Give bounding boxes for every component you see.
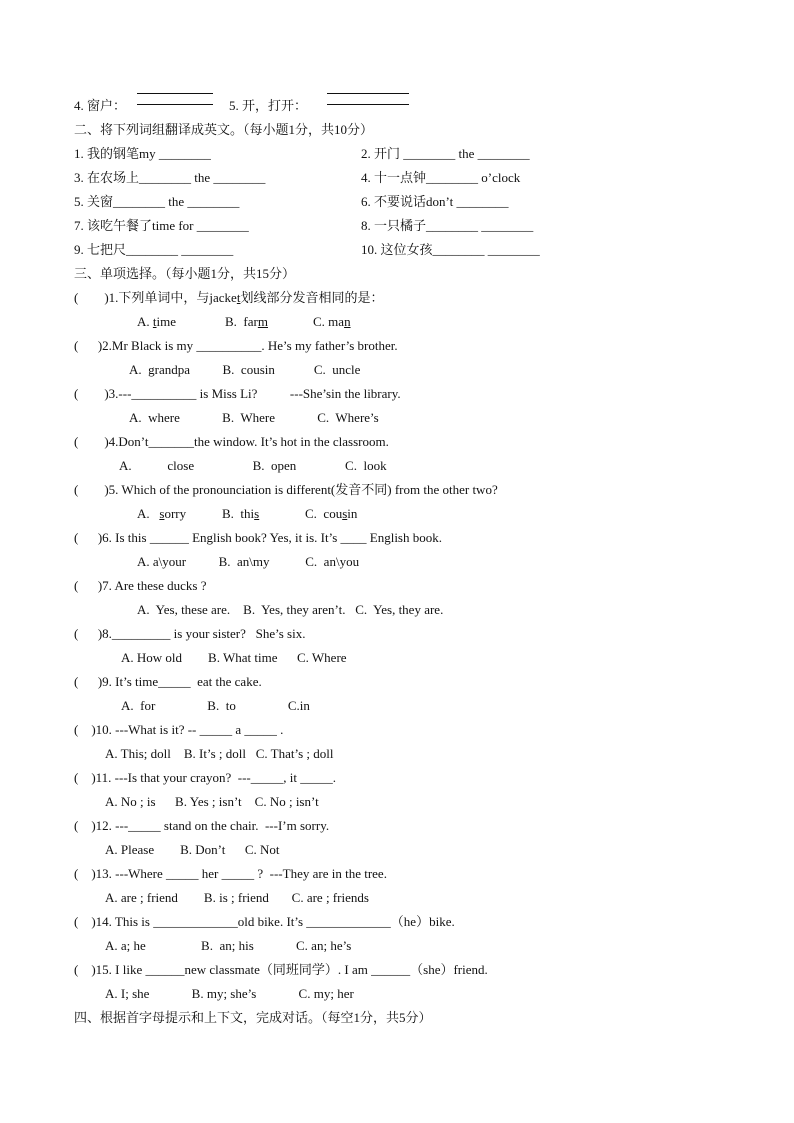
question-5-stem: ( )5. Which of the pronounciation is different(发音不同) from the other two? — [74, 482, 498, 497]
phrase-item-7: 7. 该吃午餐了time for ________ — [74, 218, 249, 233]
question-13-options: A. are ; friend B. is ; friend C. are ; friends — [105, 890, 369, 905]
phrase-item-10: 10. 这位女孩________ ________ — [361, 242, 540, 257]
answer-line — [327, 93, 409, 94]
question-13-stem: ( )13. ---Where _____ her _____ ? ---They are in the tree. — [74, 866, 387, 881]
phrase-item-2: 2. 开门 ________ the ________ — [361, 146, 530, 161]
section-2-heading: 二、将下列词组翻译成英文。（每小题1分，共10分） — [74, 122, 374, 137]
question-15-options: A. I; she B. my; she’s C. my; her — [105, 986, 354, 1001]
phrase-item-8: 8. 一只橘子________ ________ — [361, 218, 534, 233]
question-1-stem: ( )1.下列单词中，与jacket划线部分发音相同的是： — [74, 290, 384, 305]
answer-line — [327, 104, 409, 105]
question-15-stem: ( )15. I like ______new classmate（同班同学）. I am ______（she）friend. — [74, 962, 488, 977]
question-8-options: A. How old B. What time C. Where — [121, 650, 347, 665]
phrase-item-6: 6. 不要说话don’t ________ — [361, 194, 509, 209]
answer-line — [137, 93, 213, 94]
question-1-option-c: C. man — [313, 314, 351, 329]
section-3-heading: 三、单项选择。（每小题1分，共15分） — [74, 266, 296, 281]
phrase-item-1: 1. 我的钢笔my ________ — [74, 146, 211, 161]
question-1-option-a: A. time — [137, 314, 177, 329]
vocab-item-5: 5. 开，打开： — [229, 98, 308, 113]
question-5-option-a: A. sorry — [137, 506, 187, 521]
phrase-item-3: 3. 在农场上________ the ________ — [74, 170, 266, 185]
question-4-options: A. close B. open C. look — [119, 458, 387, 473]
phrase-item-5: 5. 关窗________ the ________ — [74, 194, 240, 209]
question-12-stem: ( )12. ---_____ stand on the chair. ---I’m sorry. — [74, 818, 330, 833]
question-14-stem: ( )14. This is _____________old bike. It’s _____________（he）bike. — [74, 914, 455, 929]
question-3-options: A. where B. Where C. Where’s — [129, 410, 379, 425]
question-1-option-b: B. farm — [225, 314, 268, 329]
question-9-options: A. for B. to C.in — [121, 698, 310, 713]
answer-line — [137, 104, 213, 105]
question-12-options: A. Please B. Don’t C. Not — [105, 842, 280, 857]
question-9-stem: ( )9. It’s time_____ eat the cake. — [74, 674, 262, 689]
question-6-stem: ( )6. Is this ______ English book? Yes, it is. It’s ____ English book. — [74, 530, 442, 545]
question-3-stem: ( )3.---__________ is Miss Li? ---She’sin the library. — [74, 386, 401, 401]
question-5-option-b: B. this — [222, 506, 260, 521]
question-10-options: A. This; doll B. It’s ; doll C. That’s ; doll — [105, 746, 334, 761]
question-4-stem: ( )4.Don’t_______the window. It’s hot in the classroom. — [74, 434, 389, 449]
question-5-option-c: C. cousin — [305, 506, 358, 521]
question-7-stem: ( )7. Are these ducks ? — [74, 578, 207, 593]
phrase-item-9: 9. 七把尺________ ________ — [74, 242, 234, 257]
question-2-stem: ( )2.Mr Black is my __________. He’s my father’s brother. — [74, 338, 398, 353]
question-14-options: A. a; he B. an; his C. an; he’s — [105, 938, 352, 953]
question-8-stem: ( )8._________ is your sister? She’s six. — [74, 626, 306, 641]
question-11-stem: ( )11. ---Is that your crayon? ---_____, it _____. — [74, 770, 336, 785]
vocab-item-4: 4. 窗户： — [74, 98, 127, 113]
question-6-options: A. a\your B. an\my C. an\you — [137, 554, 360, 569]
question-2-options: A. grandpa B. cousin C. uncle — [129, 362, 361, 377]
section-4-heading: 四、根据首字母提示和上下文，完成对话。（每空1分，共5分） — [74, 1010, 432, 1025]
question-11-options: A. No ; is B. Yes ; isn’t C. No ; isn’t — [105, 794, 319, 809]
question-10-stem: ( )10. ---What is it? -- _____ a _____ . — [74, 722, 284, 737]
phrase-item-4: 4. 十一点钟________ o’clock — [361, 170, 521, 185]
question-7-options: A. Yes, these are. B. Yes, they aren’t. C. Yes, they are. — [137, 602, 444, 617]
